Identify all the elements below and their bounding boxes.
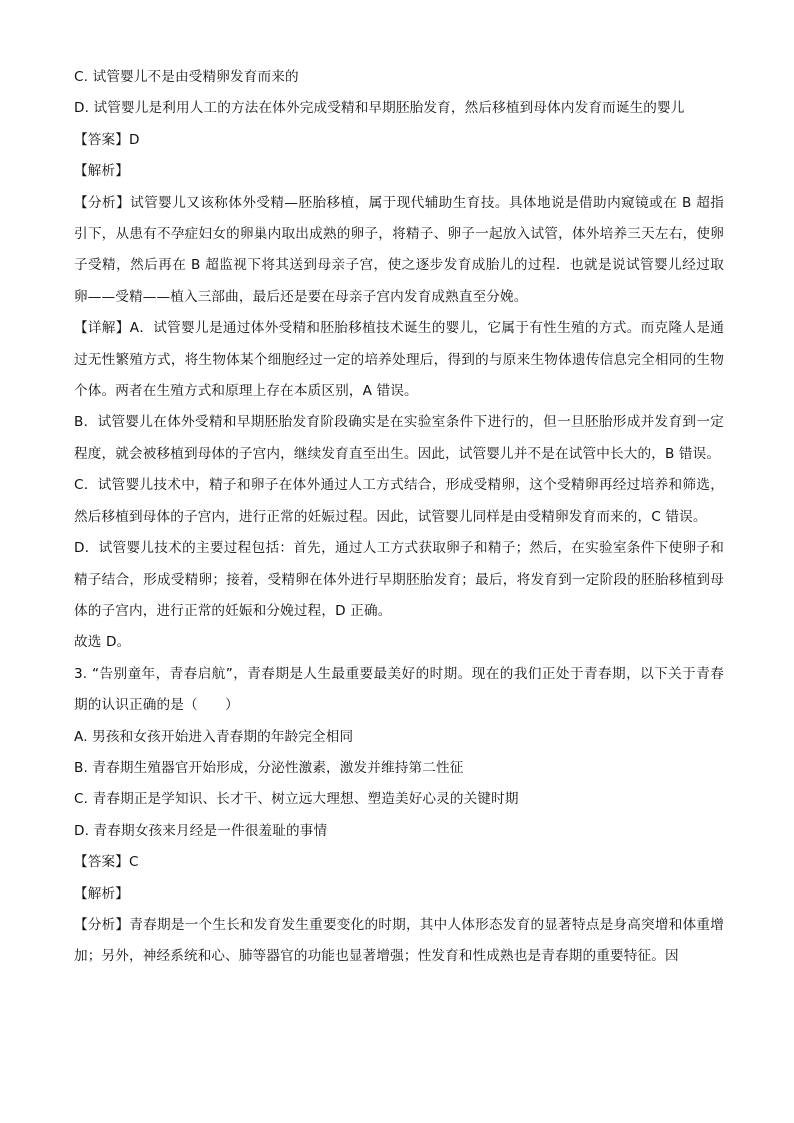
q3-option-d: D. 青春期女孩来月经是一件很羞耻的事情 (74, 822, 328, 839)
q2-detail-c: C．试管婴儿技术中，精子和卵子在体外通过人工方式结合，形成受精卵，这个受精卵再经过培养和筛选，然后移植到母体的子宫内，进行正常的妊娠过程。因此，试管婴儿同样是由受精卵发育而来的，C 错误。 (74, 477, 724, 525)
q3-stem: 3. “告别童年，青春启航”，青春期是人生最重要最美好的时期。现在的我们正处于青春期，以下关于青春期的认识正确的是（ ） (74, 665, 724, 714)
q3-option-c: C. 青春期正是学知识、长才干、树立远大理想、塑造美好心灵的关键时期 (74, 791, 519, 808)
q3-analysis-heading: 【解析】 (74, 885, 129, 902)
q2-detail-b: B．试管婴儿在体外受精和早期胚胎发育阶段确实是在实验室条件下进行的，但一旦胚胎形成并发育到一定程度，就会被移植到母体的子宫内，继续发育直至出生。因此，试管婴儿并不是在试管中长大的，B 错误。 (74, 414, 724, 462)
document-page (74, 62, 724, 973)
q2-analysis-heading: 【解析】 (74, 163, 129, 180)
q2-detail-a: 【详解】A．试管婴儿是通过体外受精和胚胎移植技术诞生的婴儿，它属于有性生殖的方式。而克隆人是通过无性繁殖方式，将生物体某个细胞经过一定的培养处理后，得到的与原来生物体遗传信息完全相同的生物个体。两者在生殖方式和原理上存在本质区别，A 错误。 (74, 320, 724, 400)
q2-answer: 【答案】D (74, 131, 140, 148)
q3-answer: 【答案】C (74, 854, 139, 871)
q3-option-b: B. 青春期生殖器官开始形成，分泌性激素，激发并维持第二性征 (74, 759, 464, 776)
q3-option-a: A. 男孩和女孩开始进入青春期的年龄完全相同 (74, 728, 354, 745)
q3-analysis-paragraph: 【分析】青春期是一个生长和发育发生重要变化的时期，其中人体形态发育的显著特点是身高突增和体重增加；另外，神经系统和心、肺等器官的功能也显著增强；性发育和性成熟也是青春期的重要特征。因 (74, 916, 724, 965)
q2-analysis-paragraph: 【分析】试管婴儿又该称体外受精—胚胎移植，属于现代辅助生育技。具体地说是借助内窥镜或在 B 超指引下，从患有不孕症妇女的卵巢内取出成熟的卵子，将精子、卵子一起放入试管，体外培养三天左右，使卵子受精，然后再在 B 超监视下将其送到母亲子宫，使之逐步发育成胎儿的过程．也就是说试管婴儿经过取卵——受精——植入三部曲，最后还是要在母亲子宫内发育成熟直至分娩。 (74, 194, 724, 305)
q2-conclusion: 故选 D。 (74, 634, 131, 651)
q2-option-d: D. 试管婴儿是利用人工的方法在体外完成受精和早期胚胎发育，然后移植到母体内发育而诞生的婴儿 (74, 100, 685, 117)
q2-option-c: C. 试管婴儿不是由受精卵发育而来的 (74, 69, 299, 85)
q2-detail-d: D．试管婴儿技术的主要过程包括：首先，通过人工方式获取卵子和精子；然后，在实验室条件下使卵子和精子结合，形成受精卵；接着，受精卵在体外进行早期胚胎发育；最后，将发育到一定阶段的胚胎移植到母体的子宫内，进行正常的妊娠和分娩过程，D 正确。 (74, 540, 724, 619)
